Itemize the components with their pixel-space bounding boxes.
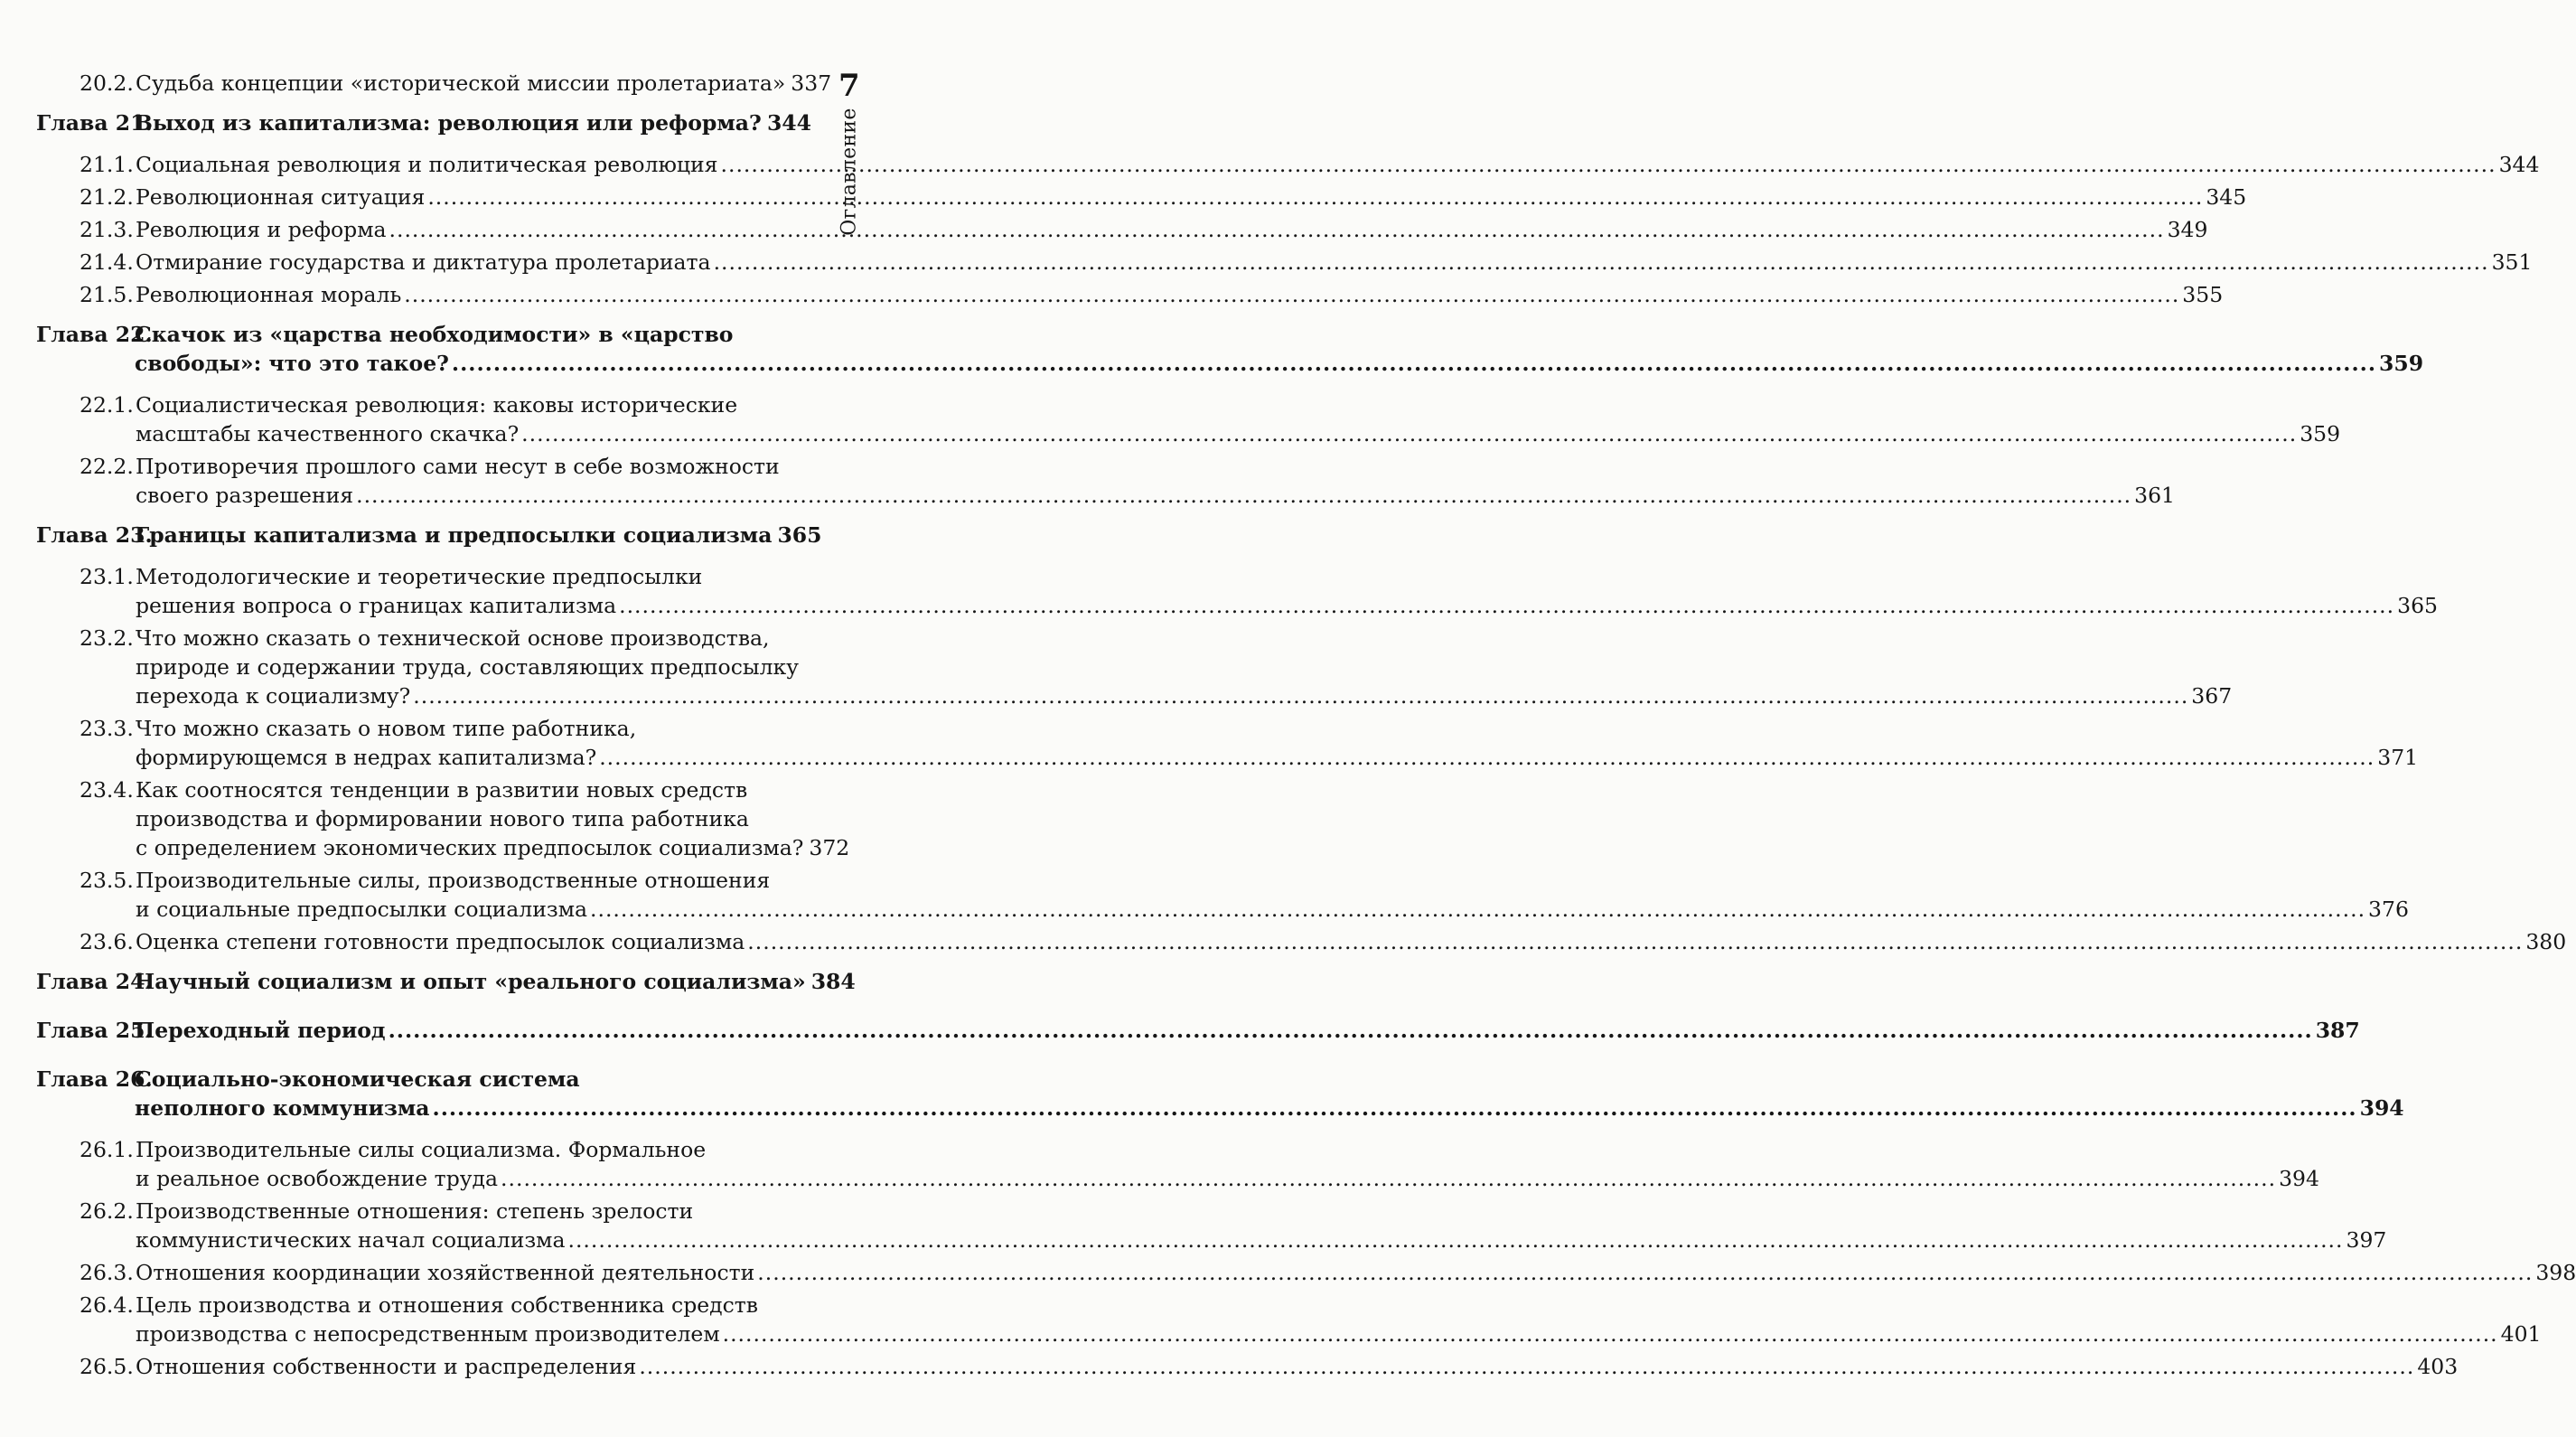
entry-title-line	[135, 108, 811, 137]
entry-title-line	[136, 1291, 811, 1320]
entry-title-line	[136, 1164, 2319, 1193]
entry-title-text: масштабы качественного скачка?	[136, 421, 520, 446]
section-number: 23.3.	[80, 716, 134, 741]
entry-title-text: Социально-экономическая система	[135, 1066, 580, 1092]
page-ref: 359	[2300, 421, 2341, 446]
entry-title-text: Производительные силы социализма. Формальное	[136, 1137, 707, 1162]
entry-title-text: производства и формировании нового типа работника	[136, 806, 749, 831]
entry-title-line	[135, 349, 2424, 378]
page-ref: 371	[2377, 745, 2419, 770]
section-number: 21.5.	[80, 282, 134, 307]
page-ref: 398	[2535, 1260, 2576, 1285]
entry-title-text: Отмирание государства и диктатура пролетариата	[136, 249, 711, 275]
entry-title-text: Производственные отношения: степень зрелости	[136, 1198, 694, 1224]
dot-leader	[413, 681, 2188, 710]
page-ref: 387	[2315, 1018, 2360, 1043]
entry-title-text: Что можно сказать о технической основе производства,	[136, 625, 770, 651]
entry-title-line	[136, 624, 811, 653]
entry-title-text: Что можно сказать о новом типе работника,	[136, 716, 637, 741]
page-number: 7	[838, 68, 860, 104]
section-number: 23.2.	[80, 625, 134, 651]
entry-title	[136, 1291, 2542, 1348]
page-ref: 359	[2379, 351, 2424, 376]
dot-leader	[521, 419, 2297, 448]
page-ref: 394	[2279, 1166, 2319, 1191]
page-ref: 365	[2397, 593, 2438, 618]
entry-title	[136, 624, 2233, 710]
section-number: 26.3.	[80, 1260, 134, 1285]
entry-title-line	[136, 1320, 2542, 1348]
entry-title-line	[136, 927, 2567, 956]
page-ref: 337	[791, 70, 832, 96]
chapter-number: Глава 22.	[36, 322, 153, 347]
entry-title-line	[136, 390, 811, 419]
entry-title-line	[136, 1258, 2576, 1287]
entry-title-line	[136, 183, 2247, 211]
page-ref: 403	[2417, 1354, 2459, 1379]
section-number: 23.1.	[80, 564, 134, 589]
dot-leader	[567, 1226, 2343, 1254]
entry-title	[135, 108, 811, 137]
running-head: Оглавление	[838, 108, 861, 236]
page-ref: 367	[2191, 683, 2233, 709]
entry-title-line	[136, 895, 2409, 924]
entry-title-text: свободы»: что это такое?	[135, 351, 449, 376]
section-number: 26.4.	[80, 1292, 134, 1318]
entry-title-text: Производительные силы, производственные отношения	[136, 868, 771, 893]
entry-title-line	[136, 866, 811, 895]
entry-title-line	[136, 1226, 2387, 1254]
page-ref: 372	[809, 835, 850, 860]
dot-leader	[389, 1016, 2313, 1045]
entry-title-line	[135, 1065, 811, 1094]
entry-title-line	[136, 69, 832, 98]
section-number: 22.2.	[80, 454, 134, 479]
page-ref: 355	[2182, 282, 2224, 307]
entry-title-text: Революционная ситуация	[136, 184, 426, 210]
dot-leader	[714, 248, 2489, 277]
entry-title	[136, 927, 2567, 956]
entry-title-line	[136, 1197, 811, 1226]
entry-title-text: и реальное освобождение труда	[136, 1166, 499, 1191]
entry-title-text: Революция и реформа	[136, 217, 387, 242]
entry-title-text: неполного коммунизма	[135, 1095, 430, 1121]
chapter-number: Глава 21.	[36, 110, 153, 136]
entry-title-line	[136, 419, 2341, 448]
dot-leader	[723, 1320, 2498, 1348]
entry-title-text: Социалистическая революция: каковы исторические	[136, 392, 738, 418]
entry-title	[135, 967, 856, 996]
entry-title-line	[135, 1094, 2404, 1122]
entry-title-line	[136, 150, 2540, 179]
entry-title-text: Как соотносятся тенденции в развитии новых средств	[136, 777, 748, 803]
chapter-number: Глава 24.	[36, 969, 153, 994]
entry-title	[136, 562, 2438, 620]
dot-leader	[404, 280, 2179, 309]
entry-title	[136, 714, 2419, 772]
entry-title	[136, 866, 2409, 924]
entry-title-text: Выход из капитализма: революция или реформа?	[135, 110, 762, 136]
entry-title-text: природе и содержании труда, составляющих предпосылку	[136, 654, 800, 680]
entry-title	[136, 1352, 2459, 1381]
entry-title-text: Оценка степени готовности предпосылок социализма	[136, 929, 745, 954]
dot-leader	[389, 215, 2165, 244]
section-number: 22.1.	[80, 392, 134, 418]
entry-title-line	[135, 967, 856, 996]
entry-title-line	[136, 775, 811, 804]
entry-title-line	[136, 743, 2419, 772]
section-number: 23.5.	[80, 868, 134, 893]
entry-title	[136, 215, 2208, 244]
entry-title	[135, 521, 822, 549]
entry-title-text: производства с непосредственным производителем	[136, 1321, 720, 1347]
entry-title-line	[136, 248, 2533, 277]
page-ref: 365	[777, 522, 822, 548]
entry-title-text: решения вопроса о границах капитализма	[136, 593, 617, 618]
dot-leader	[757, 1258, 2533, 1287]
entry-title-text: и социальные предпосылки социализма	[136, 897, 587, 922]
entry-title	[136, 183, 2247, 211]
dot-leader	[356, 481, 2131, 510]
entry-title	[136, 390, 2341, 448]
entry-title-line	[135, 1016, 2360, 1045]
entry-title-text: Переходный период	[135, 1018, 386, 1043]
entry-title-text: Революционная мораль	[136, 282, 402, 307]
page-ref: 344	[2498, 152, 2540, 177]
dot-leader	[721, 150, 2496, 179]
entry-title-line	[136, 833, 850, 862]
page-ref: 349	[2167, 217, 2208, 242]
entry-title-text: Противоречия прошлого сами несут в себе возможности	[136, 454, 780, 479]
entry-title-text: Отношения собственности и распределения	[136, 1354, 637, 1379]
entry-title	[136, 248, 2533, 277]
entry-title	[136, 1135, 2319, 1193]
entry-title-line	[136, 591, 2438, 620]
entry-title-text: Методологические и теоретические предпосылки	[136, 564, 703, 589]
entry-title-line	[136, 562, 811, 591]
section-number: 21.1.	[80, 152, 134, 177]
entry-title-text: коммунистических начал социализма	[136, 1227, 566, 1253]
entry-title-line	[136, 653, 811, 681]
entry-title	[136, 280, 2224, 309]
dot-leader	[427, 183, 2203, 211]
dot-leader	[639, 1352, 2414, 1381]
chapter-number: Глава 26.	[36, 1066, 153, 1092]
entry-title-text: Научный социализм и опыт «реального социализма»	[135, 969, 806, 994]
page-ref: 344	[766, 110, 811, 136]
entry-title-line	[136, 215, 2208, 244]
section-number: 26.5.	[80, 1354, 134, 1379]
entry-title-text: с определением экономических предпосылок социализма?	[136, 835, 804, 860]
page-ref: 394	[2359, 1095, 2404, 1121]
dot-leader	[599, 743, 2375, 772]
entry-title-line	[136, 714, 811, 743]
entry-title-line	[135, 320, 811, 349]
entry-title-line	[136, 804, 811, 833]
entry-title-text: перехода к социализму?	[136, 683, 411, 709]
entry-title-text: формирующемся в недрах капитализма?	[136, 745, 597, 770]
entry-title	[136, 150, 2540, 179]
entry-title	[135, 1016, 2360, 1045]
entry-title-text: своего разрешения	[136, 483, 354, 508]
section-number: 21.3.	[80, 217, 134, 242]
chapter-number: Глава 23.	[36, 522, 153, 548]
dot-leader	[501, 1164, 2276, 1193]
dot-leader	[433, 1094, 2357, 1122]
entry-title-line	[136, 280, 2224, 309]
entry-title	[136, 775, 850, 862]
entry-title-line	[136, 1135, 811, 1164]
page-ref: 384	[810, 969, 856, 994]
dot-leader	[747, 927, 2523, 956]
page-ref: 376	[2368, 897, 2409, 922]
entry-title	[135, 320, 2424, 378]
page-ref: 345	[2206, 184, 2247, 210]
entry-title-text: Границы капитализма и предпосылки социализма	[135, 522, 773, 548]
page-ref: 351	[2491, 249, 2533, 275]
section-number: 26.1.	[80, 1137, 134, 1162]
entry-title-line	[136, 1352, 2459, 1381]
page-ref: 380	[2525, 929, 2567, 954]
entry-title-text: Цель производства и отношения собственника средств	[136, 1292, 759, 1318]
page-ref: 401	[2500, 1321, 2542, 1347]
dot-leader	[590, 895, 2365, 924]
entry-title-text: Отношения координации хозяйственной деятельности	[136, 1260, 755, 1285]
entry-title-line	[136, 681, 2233, 710]
section-number: 21.4.	[80, 249, 134, 275]
entry-title-text: Социальная революция и политическая революция	[136, 152, 718, 177]
chapter-number: Глава 25.	[36, 1018, 153, 1043]
page-ref: 361	[2134, 483, 2176, 508]
page-ref: 397	[2346, 1227, 2387, 1253]
entry-title-line	[136, 452, 811, 481]
entry-title-text: Скачок из «царства необходимости» в «царство	[135, 322, 734, 347]
entry-title	[136, 1197, 2387, 1254]
dot-leader	[619, 591, 2394, 620]
section-number: 26.2.	[80, 1198, 134, 1224]
section-number: 20.2.	[80, 70, 134, 96]
entry-title	[136, 452, 2176, 510]
section-number: 23.4.	[80, 777, 134, 803]
entry-title-text: Судьба концепции «исторической миссии пролетариата»	[136, 70, 786, 96]
dot-leader	[452, 349, 2376, 378]
section-number: 21.2.	[80, 184, 134, 210]
entry-title-line	[136, 481, 2176, 510]
entry-title-line	[135, 521, 822, 549]
section-number: 23.6.	[80, 929, 134, 954]
entry-title	[136, 1258, 2576, 1287]
entry-title	[135, 1065, 2404, 1122]
entry-title	[136, 69, 832, 98]
